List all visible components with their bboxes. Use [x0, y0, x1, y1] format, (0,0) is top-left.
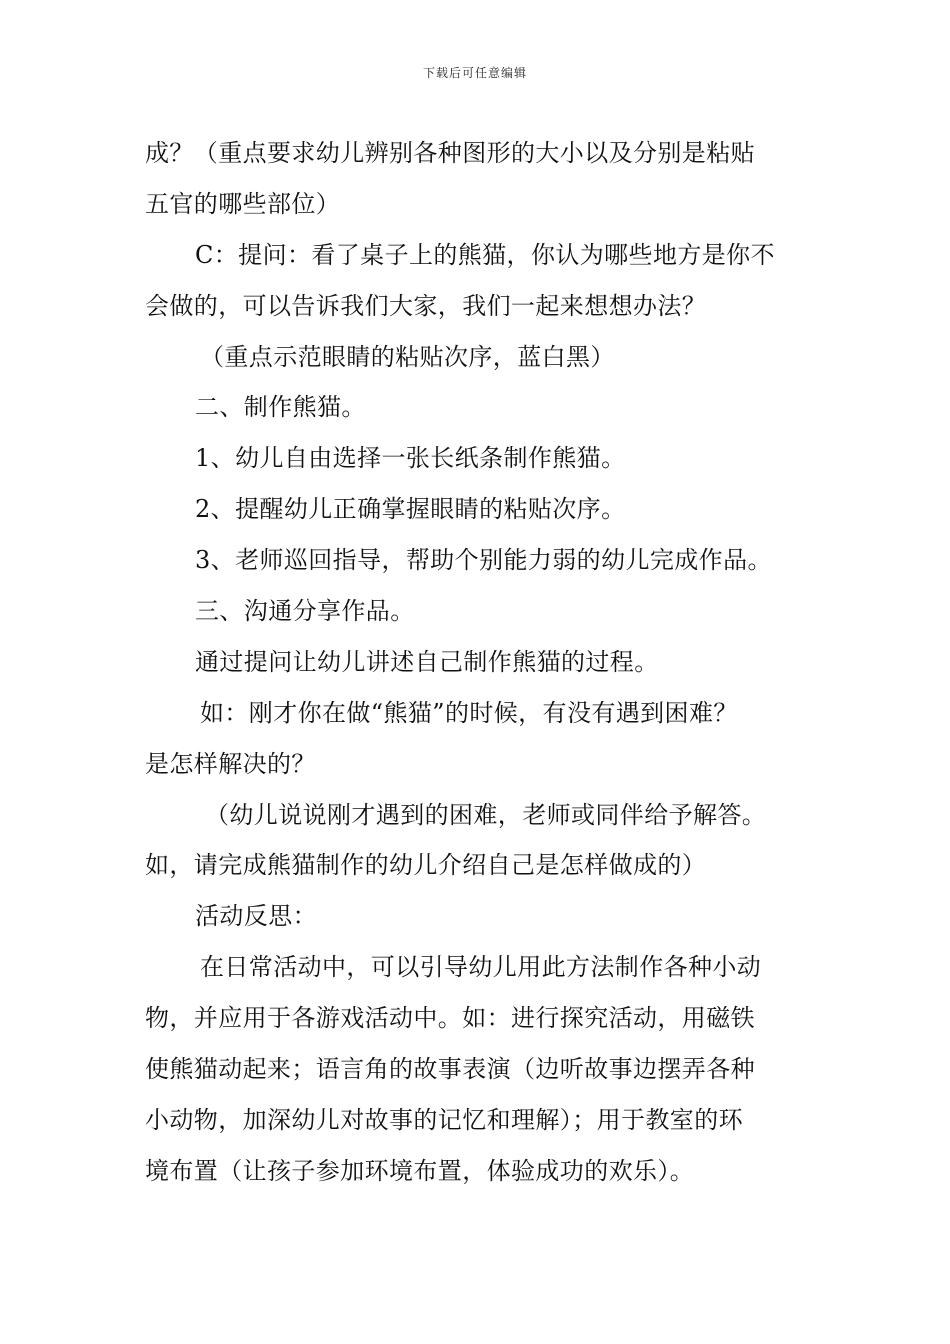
text-line: 使熊猫动起来；语言角的故事表演（边听故事边摆弄各种 — [145, 1055, 755, 1084]
text-line: 境布置（让孩子参加环境布置，体验成功的欢乐）。 — [145, 1156, 695, 1185]
text-line: （重点示范眼睛的粘贴次序，蓝白黑） — [200, 342, 615, 371]
text-line: 如，请完成熊猫制作的幼儿介绍自己是怎样做成的） — [145, 851, 707, 880]
text-line: 在日常活动中，可以引导幼儿用此方法制作各种小动 — [200, 953, 762, 982]
list-item: 3、老师巡回指导，帮助个别能力弱的幼儿完成作品。 — [195, 546, 772, 575]
section-heading: 活动反思： — [195, 902, 317, 931]
text-line: 如：刚才你在做“熊猫”的时候，有没有遇到困难？ — [200, 698, 738, 727]
text-line: （幼儿说说刚才遇到的困难，老师或同伴给予解答。 — [205, 800, 767, 829]
list-item: 1、幼儿自由选择一张长纸条制作熊猫。 — [195, 444, 626, 473]
document-body — [145, 128, 810, 1197]
section-heading: 二、制作熊猫。 — [195, 393, 366, 422]
text-line: 物，并应用于各游戏活动中。如：进行探究活动，用磁铁 — [145, 1004, 755, 1033]
page-header: 下载后可任意编辑 — [422, 66, 527, 80]
text-line: 通过提问让幼儿讲述自己制作熊猫的过程。 — [195, 647, 659, 676]
text-line: 是怎样解决的？ — [145, 749, 316, 778]
text-line: 五官的哪些部位） — [145, 189, 341, 218]
text-line: C：提问：看了桌子上的熊猫，你认为哪些地方是你不 — [195, 240, 775, 269]
text-line: 成？（重点要求幼儿辨别各种图形的大小以及分别是粘贴 — [145, 139, 755, 167]
text-line: 会做的，可以告诉我们大家，我们一起来想想办法？ — [145, 291, 707, 320]
list-item: 2、提醒幼儿正确掌握眼睛的粘贴次序。 — [195, 495, 626, 524]
section-heading: 三、沟通分享作品。 — [195, 597, 415, 626]
text-line: 小动物，加深幼儿对故事的记忆和理解）；用于教室的环 — [145, 1105, 743, 1134]
